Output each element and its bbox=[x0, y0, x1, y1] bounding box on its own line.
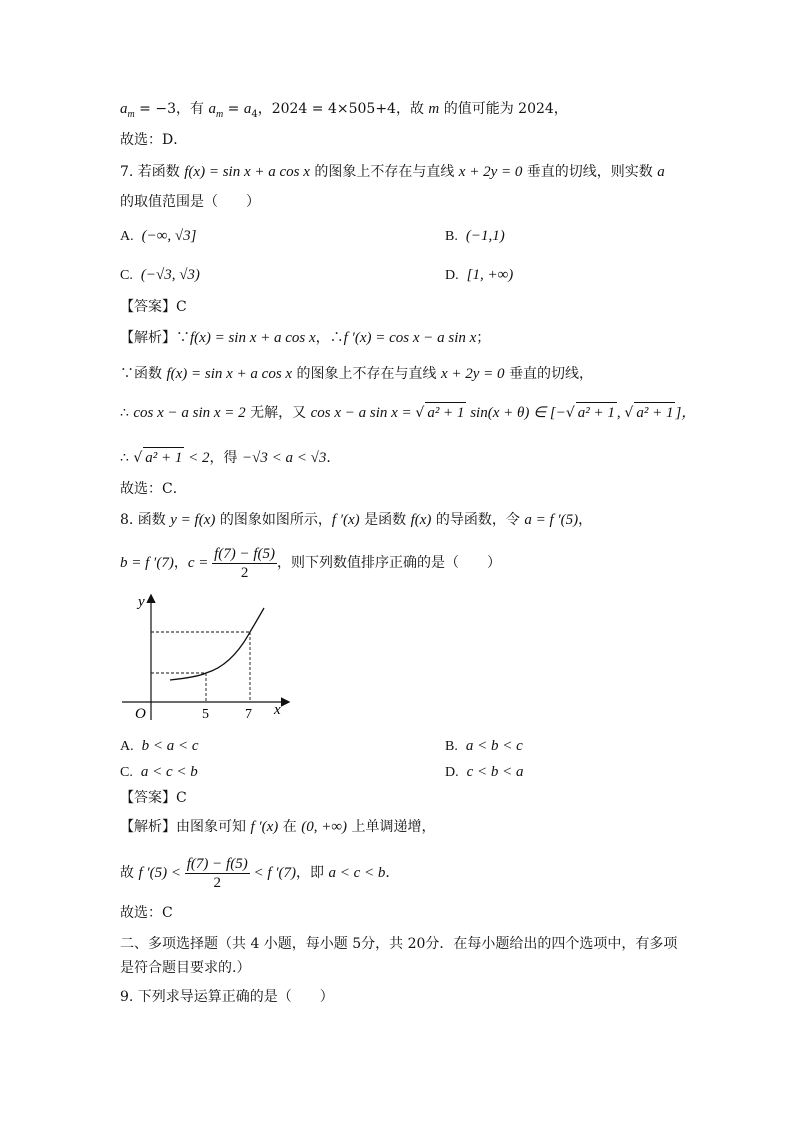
q8-option-a: A. b < a < c bbox=[120, 738, 199, 754]
answer-8: 【答案】C bbox=[120, 790, 187, 806]
section-2-heading-cont: 是符合题目要求的.） bbox=[120, 960, 251, 976]
q8-option-b: B. a < b < c bbox=[445, 738, 523, 754]
fraction-c: $\frac{f(7) - f(5)}{2}$ bbox=[214, 545, 276, 581]
selection-7: 故选：C． bbox=[120, 481, 187, 497]
explanation-7-line3: ∴ cos x − a sin x = 2 无解，又 cos x − a sin x = √ a² + 1 sin(x + θ) ∈ [−√ a² + 1 , √ a² + 1 ]， bbox=[120, 402, 696, 423]
x-label: x bbox=[274, 702, 281, 718]
explanation-7-line4: ∴ √ a² + 1 < 2，得 −√3 < a < √3． bbox=[120, 447, 340, 468]
origin-label: O bbox=[135, 706, 146, 722]
q8-option-c: C. a < c < b bbox=[120, 764, 198, 780]
explanation-7-line2: ∵函数 f(x) = sin x + a cos x 的图象上不存在与直线 x + 2y = 0 垂直的切线， bbox=[120, 366, 593, 382]
function-graph bbox=[118, 590, 298, 725]
explanation-8-line2: 故 f ′(5) < $\frac{f(7) - f(5)}{2}$ < f ′(7)，即 a < c < b． bbox=[120, 855, 400, 891]
question-7: 7. 若函数 f(x) = sin x + a cos x 的图象上不存在与直线 x + 2y = 0 垂直的切线，则实数 a bbox=[120, 164, 665, 180]
y-label: y bbox=[138, 594, 145, 610]
explanation-7-line1: 【解析】∵f(x) = sin x + a cos x，∴f ′(x) = cos x − a sin x； bbox=[120, 330, 491, 346]
question-7-cont: 的取值范围是（ ） bbox=[120, 194, 260, 210]
q7-option-b: B. (−1,1) bbox=[445, 228, 505, 244]
q7-option-a: A. (−∞, √3] bbox=[120, 228, 197, 244]
question-8-line2: b = f ′(7)，c = $\frac{f(7) - f(5)}{2}$ ，则下列数值排序正确的是（ ） bbox=[120, 545, 502, 581]
text-line-sequence: $a_m = -3$，有 $a_m = a_4$，2024 = 4×505+4，故 m 的值可能为 2024， bbox=[120, 101, 568, 120]
section-2-heading: 二、多项选择题（共 4 小题，每小题 5分，共 20分．在每小题给出的四个选项中，有多项 bbox=[120, 936, 678, 952]
selection-8: 故选：C bbox=[120, 905, 173, 921]
explanation-8-line1: 【解析】由图象可知 f ′(x) 在 (0, +∞) 上单调递增， bbox=[120, 819, 436, 835]
q7-option-d: D. [1, +∞) bbox=[445, 267, 514, 283]
answer-7: 【答案】C bbox=[120, 299, 187, 315]
fraction-explain: $\frac{f(7) - f(5)}{2}$ bbox=[186, 855, 248, 891]
tick-label-5: 5 bbox=[202, 707, 209, 722]
question-8-line1: 8. 函数 y = f(x) 的图象如图所示，f ′(x) 是函数 f(x) 的导函数，令 a = f ′(5)， bbox=[120, 512, 593, 528]
tick-label-7: 7 bbox=[245, 707, 252, 722]
selection-d: 故选：D． bbox=[120, 132, 188, 148]
question-9: 9. 下列求导运算正确的是（ ） bbox=[120, 989, 334, 1005]
q8-option-d: D. c < b < a bbox=[445, 764, 524, 780]
q7-option-c: C. (−√3, √3) bbox=[120, 267, 200, 283]
